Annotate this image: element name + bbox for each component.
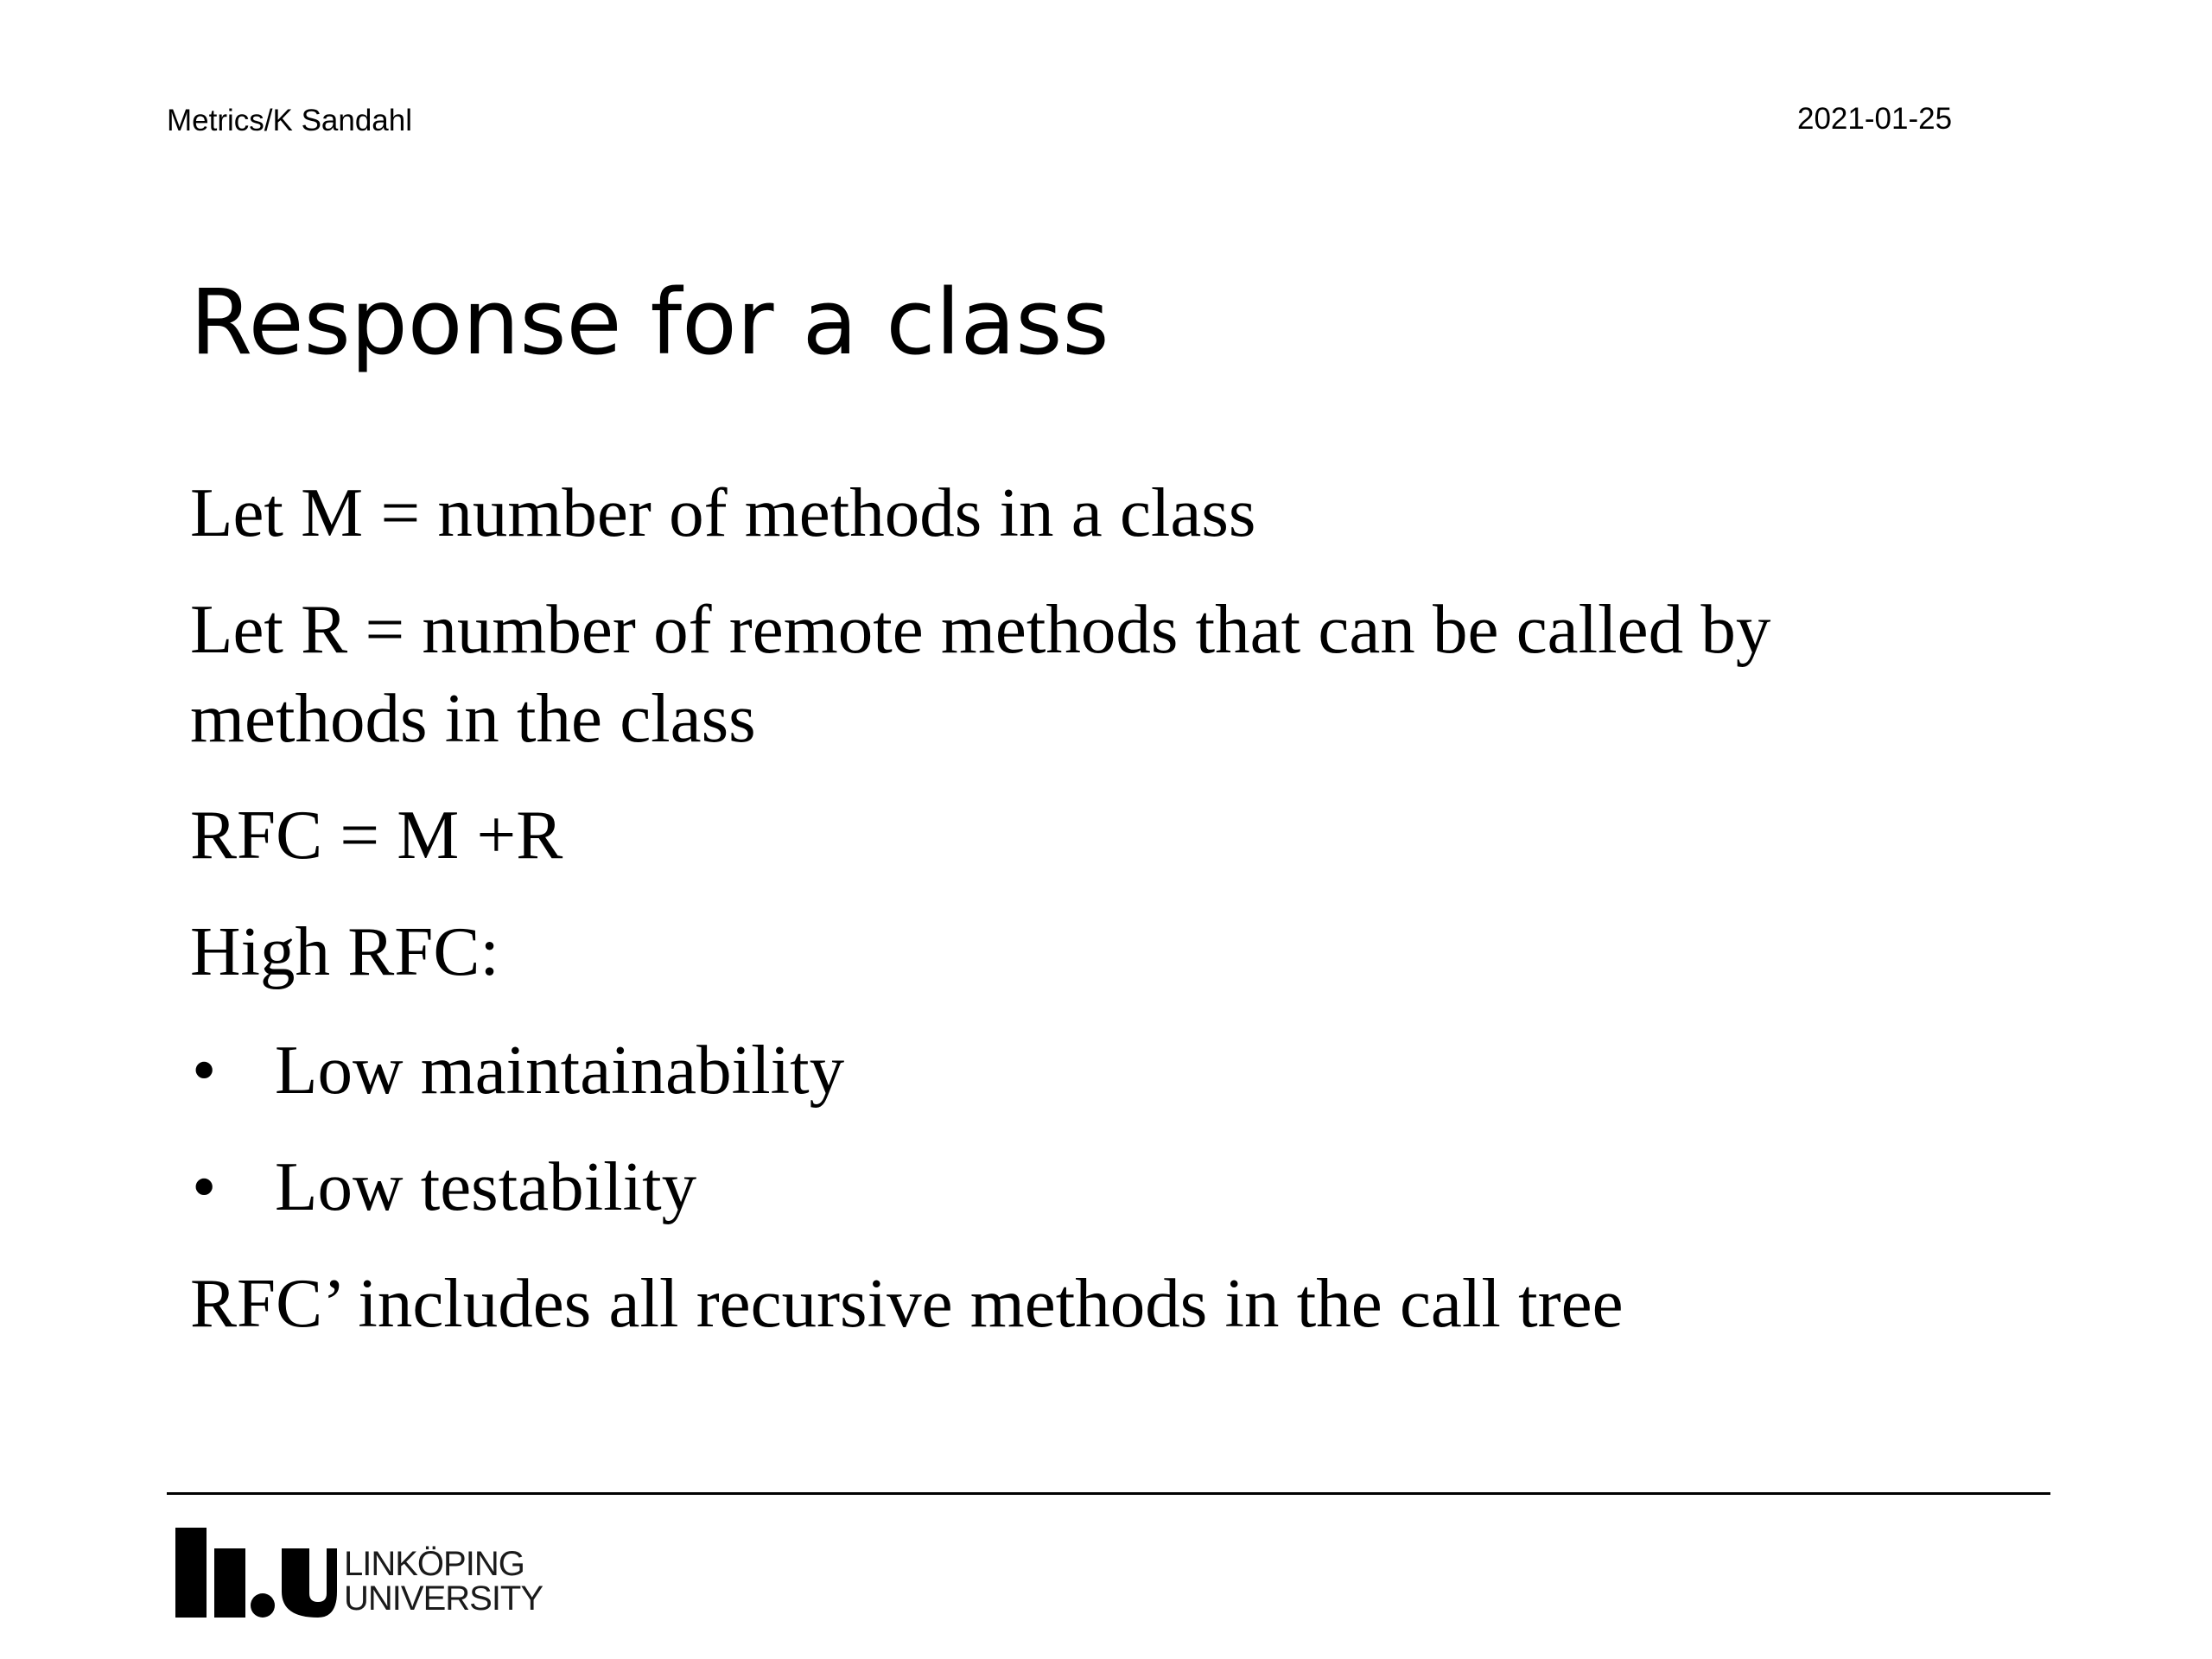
body-line-let-r: Let R = number of remote methods that can be called by <box>190 590 1771 668</box>
liu-logo-mark <box>173 1522 337 1622</box>
bullet-dot: • <box>192 1147 217 1225</box>
liu-logo <box>173 1522 543 1622</box>
footer-divider <box>167 1492 2050 1495</box>
body-line-let-r-continued: methods in the class <box>190 679 756 757</box>
logo-text-linkoping: LINKÖPING <box>344 1545 524 1583</box>
slide-title: Response for a class <box>190 270 1109 375</box>
bullet-dot: • <box>192 1031 217 1109</box>
body-line-rfc-prime: RFC’ includes all recursive methods in the call tree <box>190 1264 1624 1342</box>
header-author-course: Metrics/K Sandahl <box>167 104 413 137</box>
logo-text-university: UNIVERSITY <box>344 1580 543 1618</box>
bullet-low-testability: Low testability <box>275 1147 697 1225</box>
header-date: 2021-01-25 <box>1797 102 1953 136</box>
body-line-rfc-formula: RFC = M +R <box>190 796 563 874</box>
body-line-high-rfc: High RFC: <box>190 912 499 990</box>
body-line-let-m: Let M = number of methods in a class <box>190 474 1256 551</box>
bullet-low-maintainability: Low maintainability <box>275 1031 845 1109</box>
